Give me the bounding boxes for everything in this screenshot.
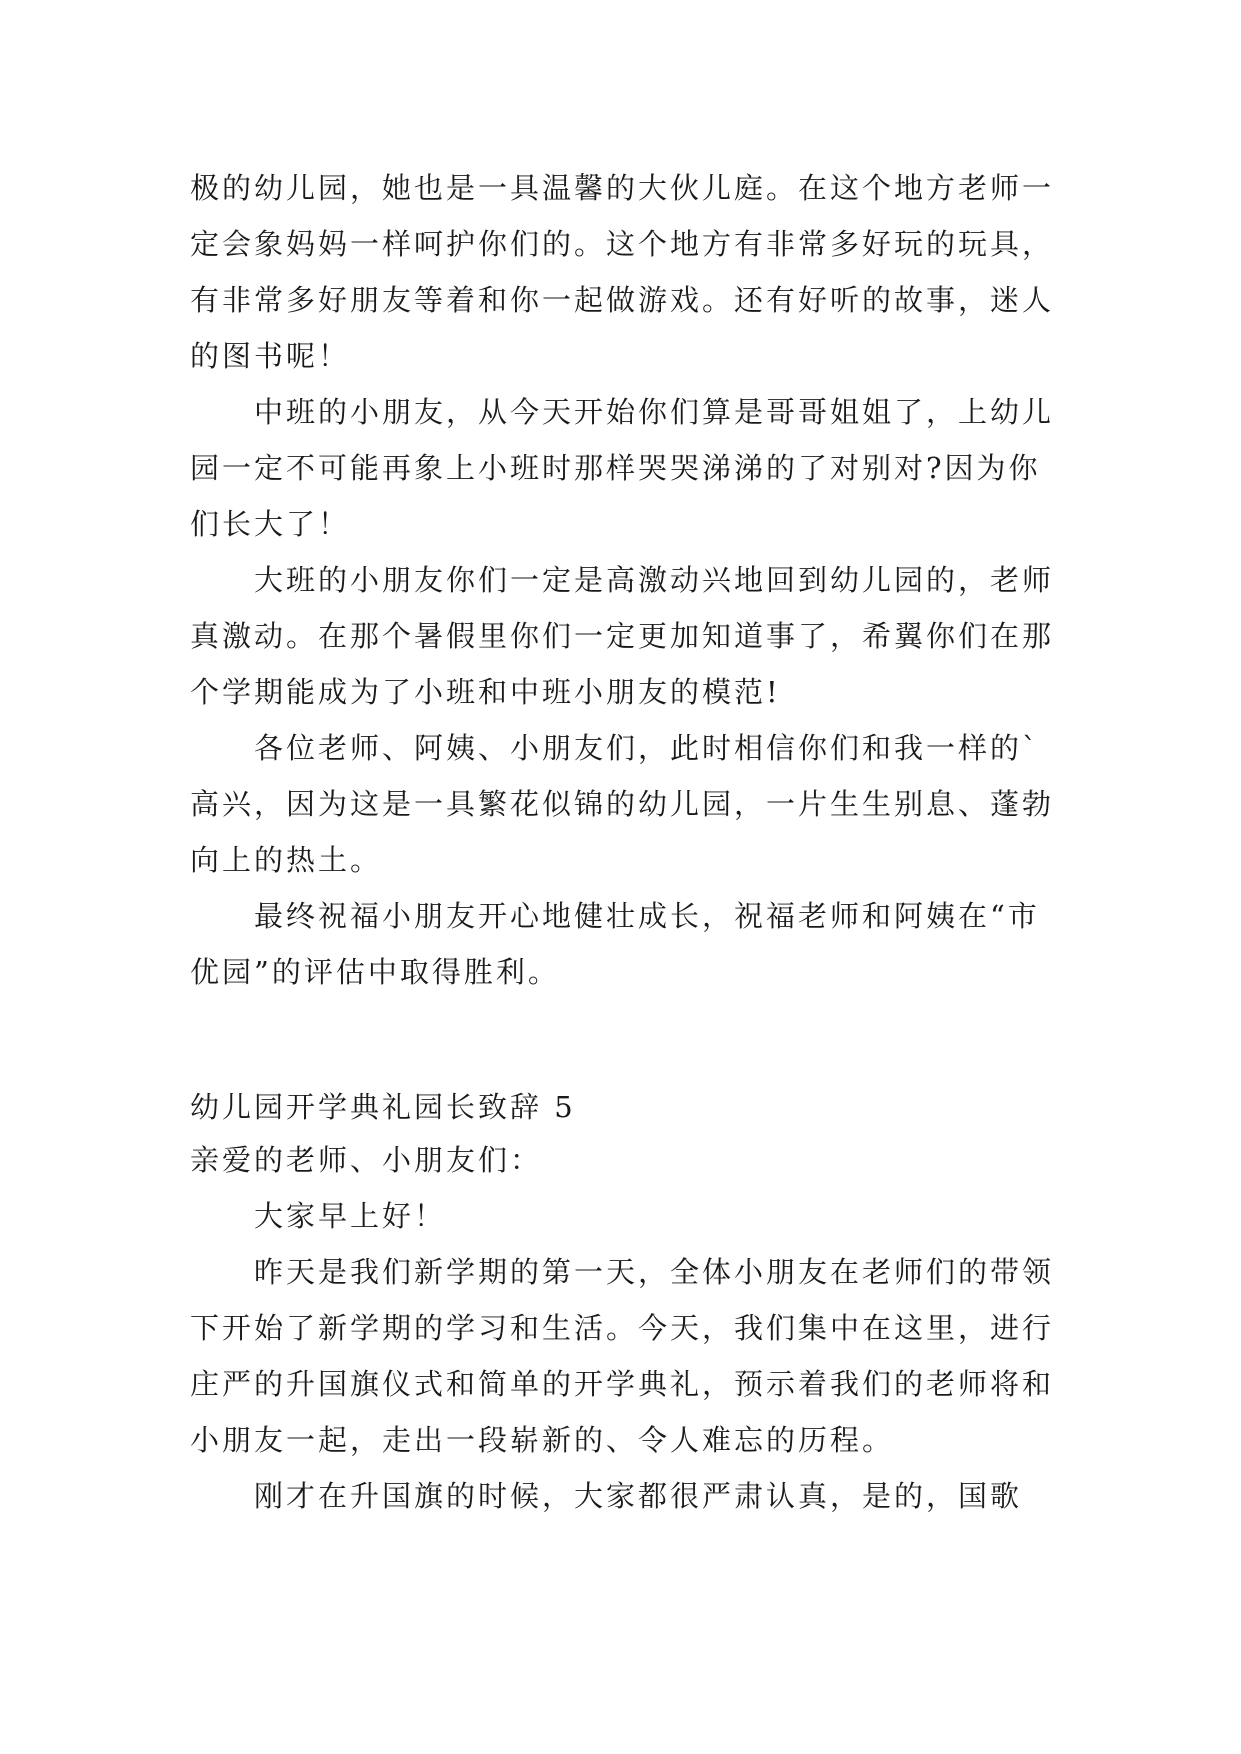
paragraph-2: 中班的小朋友，从今天开始你们算是哥哥姐姐了，上幼儿园一定不可能再象上小班时那样哭哭涕涕的了对别对?因为你们长大了！ [190,395,1055,541]
paragraph-4: 各位老师、阿姨、小朋友们，此时相信你们和我一样的`高兴，因为这是一具繁花似锦的幼儿园，一片生生别息、蓬勃向上的热土。 [190,731,1055,877]
paragraph-5: 最终祝福小朋友开心地健壮成长，祝福老师和阿姨在“市优园”的评估中取得胜利。 [190,899,1040,989]
section-title: 幼儿园开学典礼园长致辞 5 [190,1090,576,1124]
paragraph-1: 极的幼儿园，她也是一具温馨的大伙儿庭。在这个地方老师一定会象妈妈一样呵护你们的。这个地方有非常多好玩的玩具，有非常多好朋友等着和你一起做游戏。还有好听的故事，迷人的图书呢！ [190,171,1055,373]
paragraph-6: 昨天是我们新学期的第一天，全体小朋友在老师们的带领下开始了新学期的学习和生活。今天，我们集中在这里，进行庄严的升国旗仪式和简单的开学典礼，预示着我们的老师将和小朋友一起，走出一段崭新的、令人难忘的历程。 [190,1255,1055,1457]
greeting: 大家早上好！ [254,1199,447,1233]
paragraph-7: 刚才在升国旗的时候，大家都很严肃认真，是的，国歌 [254,1479,1023,1513]
section-spacer [190,1000,1060,1082]
paragraph-3: 大班的小朋友你们一定是高激动兴地回到幼儿园的，老师真激动。在那个暑假里你们一定更加知道事了，希翼你们在那个学期能成为了小班和中班小朋友的模范! [190,563,1055,709]
document-body [190,160,1060,1524]
salutation: 亲爱的老师、小朋友们： [190,1143,543,1177]
